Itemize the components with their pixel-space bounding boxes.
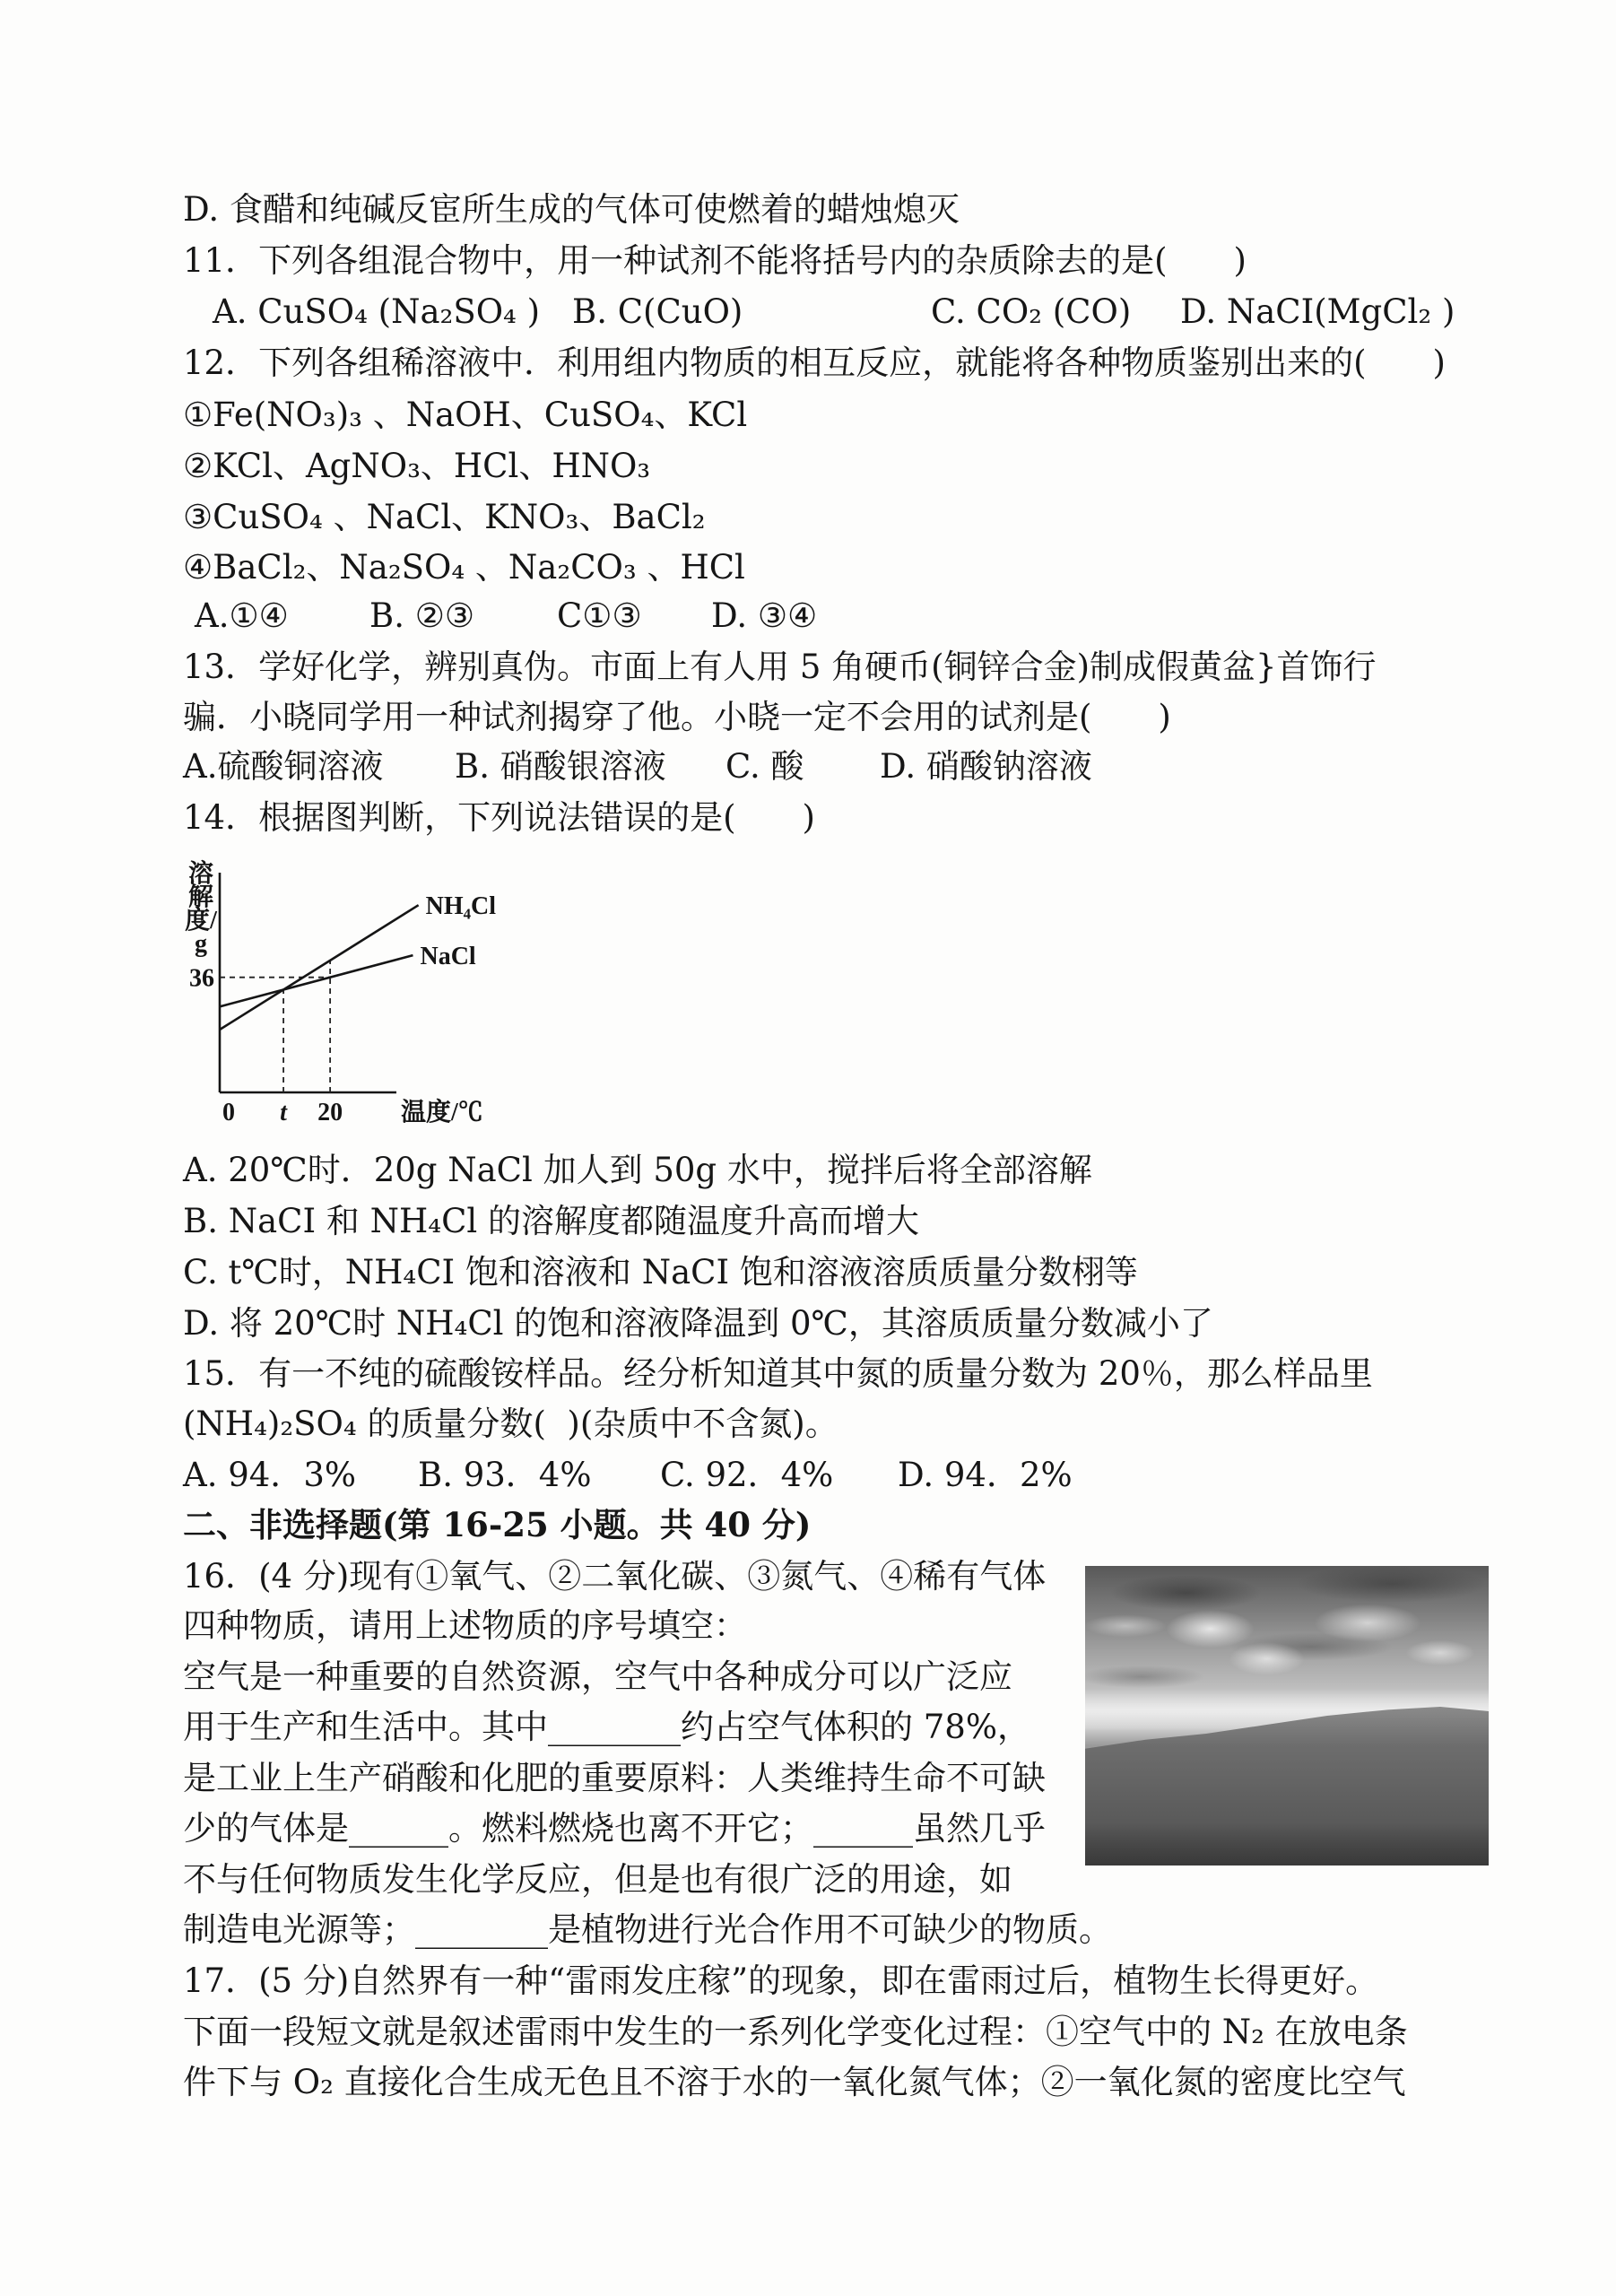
q13-stem-line-2: 骗．小晓同学用一种试剂揭穿了他。小晓一定不会用的试剂是( ) xyxy=(183,698,1171,736)
q16-line-8: 制造电光源等；________是植物进行光合作用不可缺少的物质。 xyxy=(183,1910,1112,1949)
q17-line-2: 下面一段短文就是叙述雷雨中发生的一系列化学变化过程：①空气中的 N₂ 在放电条 xyxy=(183,2013,1408,2051)
q12-group-1: ①Fe(NO₃)₃ 、NaOH、CuSO₄、KCl xyxy=(183,396,748,434)
q11-stem: 11．下列各组混合物中，用一种试剂不能将括号内的杂质除去的是( ) xyxy=(183,241,1247,280)
q16-line-2: 四种物质，请用上述物质的序号填空： xyxy=(183,1606,747,1645)
q14-option-d: D. 将 20℃时 NH₄Cl 的饱和溶液降温到 0℃，其溶质质量分数减小了 xyxy=(183,1304,1213,1343)
q15-stem-line-1: 15．有一不纯的硫酸铵样品。经分析知道其中氮的质量分数为 20％，那么样品里 xyxy=(183,1354,1373,1393)
series-label-nacl: NaCl xyxy=(420,943,476,971)
q12-option-d: D. ③④ xyxy=(711,596,818,635)
series-label-nh4cl: NH₄Cl xyxy=(425,892,497,921)
landscape-photo xyxy=(1085,1566,1489,1866)
y-axis-label: 溶解度/g xyxy=(185,860,217,958)
x-axis-label: 温度/℃ xyxy=(401,1099,483,1126)
q11-option-a: A. CuSO₄ (Na₂SO₄ ) xyxy=(213,292,541,331)
q14-stem: 14．根据图判断，下列说法错误的是( ) xyxy=(183,798,815,837)
q15-option-a: A. 94．3% xyxy=(183,1456,357,1494)
q12-stem: 12．下列各组稀溶液中．利用组内物质的相互反应，就能将各种物质鉴别出来的( ) xyxy=(183,344,1446,382)
q14-option-c: C. t℃时，NH₄CI 饱和溶液和 NaCI 饱和溶液溶质质量分数栩等 xyxy=(183,1253,1138,1292)
q13-option-b: B. 硝酸银溶液 xyxy=(455,747,666,786)
q14-option-b: B. NaCI 和 NH₄Cl 的溶解度都随温度升高而增大 xyxy=(183,1202,919,1240)
q12-option-b: B. ②③ xyxy=(369,596,475,635)
q13-option-a: A.硫酸铜溶液 xyxy=(183,747,384,786)
series-line-nh4cl xyxy=(220,905,419,1030)
x-tick-label-20: 20 xyxy=(317,1099,343,1126)
photo-foreground xyxy=(1085,1823,1489,1866)
series-line-nacl xyxy=(220,955,413,1006)
q15-option-b: B. 93．4% xyxy=(418,1456,592,1494)
x-tick-label-t: t xyxy=(280,1099,287,1126)
q12-group-2: ②KCl、AgNO₃、HCl、HNO₃ xyxy=(183,447,651,485)
y-tick-label-36: 36 xyxy=(189,964,214,993)
q12-group-3: ③CuSO₄ 、NaCl、KNO₃、BaCl₂ xyxy=(183,498,706,536)
q13-option-d: D. 硝酸钠溶液 xyxy=(880,747,1092,786)
q11-option-c: C. CO₂ (CO) xyxy=(931,292,1132,331)
q16-line-1: 16．(4 分)现有①氧气、②二氧化碳、③氮气、④稀有气体 xyxy=(183,1557,1047,1596)
x-tick-label-0: 0 xyxy=(222,1099,235,1126)
q16-line-7: 不与任何物质发生化学反应，但是也有很广泛的用途，如 xyxy=(183,1860,1012,1899)
q12-group-4: ④BaCl₂、Na₂SO₄ 、Na₂CO₃ 、HCl xyxy=(183,548,745,587)
q16-line-4: 用于生产和生活中。其中________约占空气体积的 78%， xyxy=(183,1708,1030,1746)
q13-stem-line-1: 13．学好化学，辨别真伪。市面上有人用 5 角硬币(铜锌合金)制成假黄盆}首饰行 xyxy=(183,648,1377,686)
q14-option-a: A. 20℃时．20g NaCl 加人到 50g 水中，搅拌后将全部溶解 xyxy=(183,1151,1092,1189)
q15-option-c: C. 92．4% xyxy=(660,1456,834,1494)
q16-line-3: 空气是一种重要的自然资源，空气中各种成分可以广泛应 xyxy=(183,1657,1012,1696)
q11-option-b: B. C(CuO) xyxy=(572,292,743,331)
q11-option-d: D. NaCI(MgCl₂ ) xyxy=(1180,292,1455,331)
q12-option-c: C①③ xyxy=(557,596,642,635)
q17-line-1: 17．(5 分)自然界有一种“雷雨发庄稼”的现象，即在雷雨过后，植物生长得更好。 xyxy=(183,1961,1379,2000)
q16-line-6: 少的气体是______。燃料燃烧也离不开它；______虽然几乎 xyxy=(183,1809,1046,1848)
q17-line-3: 件下与 O₂ 直接化合生成无色且不溶于水的一氧化氮气体；②一氧化氮的密度比空气 xyxy=(183,2063,1406,2101)
q15-stem-line-2: (NH₄)₂SO₄ 的质量分数( )(杂质中不含氮)。 xyxy=(183,1405,838,1443)
solubility-chart xyxy=(175,857,516,1135)
q10-option-d: D. 食醋和纯碱反宦所生成的气体可使燃着的蜡烛熄灭 xyxy=(183,190,960,229)
q12-option-a: A.①④ xyxy=(195,596,289,635)
q13-option-c: C. 酸 xyxy=(725,747,804,786)
q16-line-5: 是工业上生产硝酸和化肥的重要原料：人类维持生命不可缺 xyxy=(183,1759,1046,1797)
section-2-title: 二、非选择题(第 16-25 小题。共 40 分) xyxy=(183,1505,812,1544)
q15-option-d: D. 94．2% xyxy=(898,1456,1073,1494)
